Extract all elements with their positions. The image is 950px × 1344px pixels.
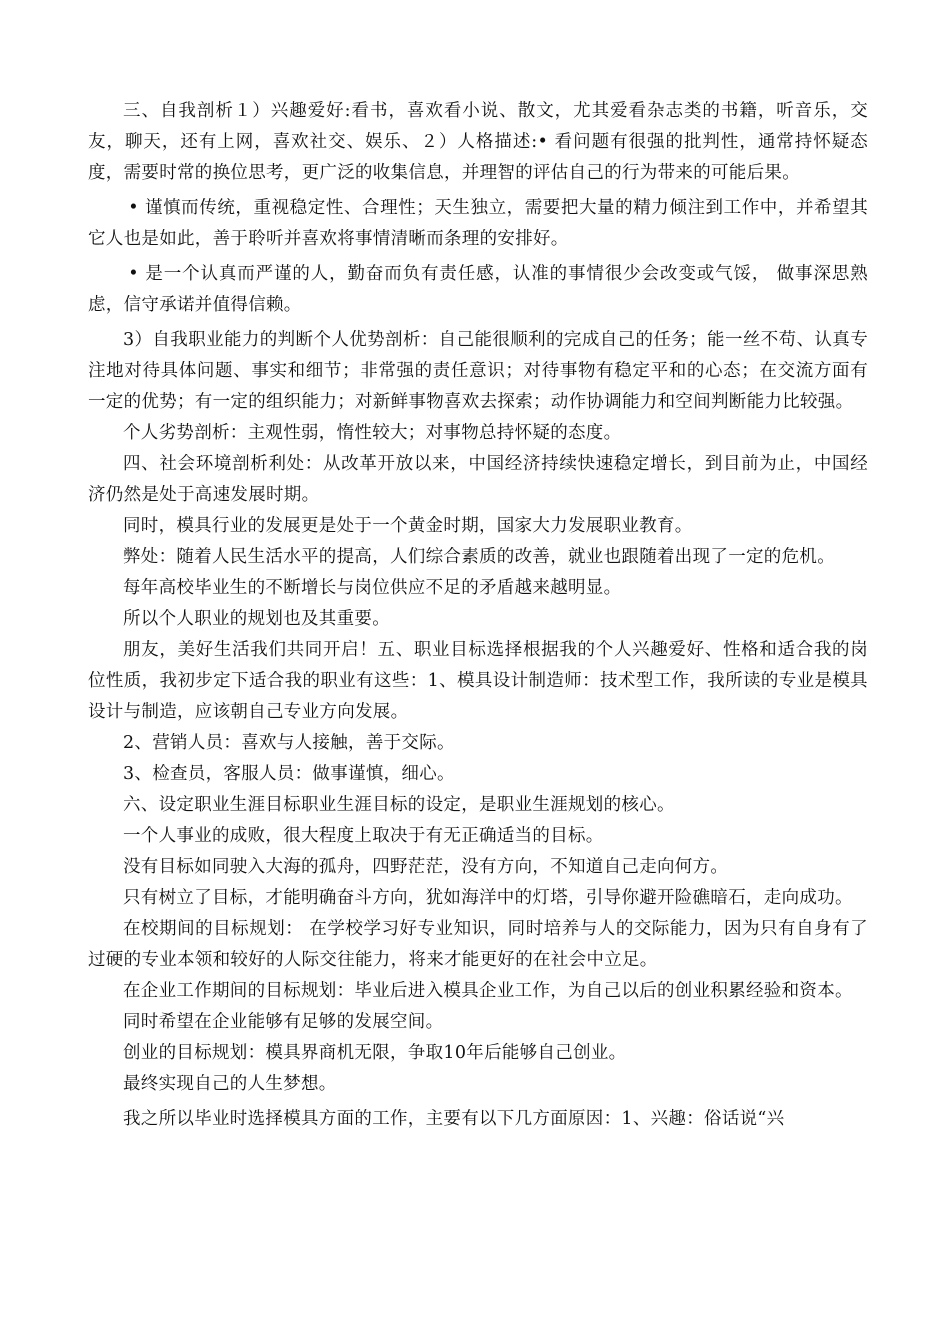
paragraph-weaknesses: 个人劣势剖析：主观性弱，惰性较大；对事物总持怀疑的态度。 [123,423,622,443]
paragraph-social-environment: 四、社会环境剖析利处：从改革开放以来，中国经济持续快速稳定增长，到目前为止，中国经济仍然是处于高速发展时期。 [88,454,868,505]
paragraph-work-plan: 在企业工作期间的目标规划：毕业后进入模具企业工作，为自己以后的创业积累经验和资本。 [123,981,853,1001]
paragraph-graduates: 每年高校毕业生的不断增长与岗位供应不足的矛盾越来越明显。 [123,578,622,598]
paragraph-success: 一个人事业的成败，很大程度上取决于有无正确适当的目标。 [123,826,604,846]
paragraph-bullet-cautious: • 谨慎而传统，重视稳定性、合理性；天生独立，需要把大量的精力倾注到工作中，并希望其它人也是如此，善于聆听并喜欢将事情清晰而条理的安排好。 [88,198,868,249]
paragraph-bullet-serious: • 是一个认真而严谨的人，勤奋而负有责任感，认准的事情很少会改变或气馁， 做事深思熟虑，信守承诺并值得信赖。 [88,264,868,315]
paragraph-lighthouse: 只有树立了目标，才能明确奋斗方向，犹如海洋中的灯塔，引导你避开险礁暗石，走向成功。 [123,888,853,908]
paragraph-disadvantages: 弊处：随着人民生活水平的提高，人们综合素质的改善，就业也跟随着出现了一定的危机。 [123,547,835,567]
paragraph-school-plan: 在校期间的目标规划： 在学校学习好专业知识，同时培养与人的交际能力，因为只有自身有了过硬的专业本领和较好的人际交往能力，将来才能更好的在社会中立足。 [88,919,868,970]
paragraph-sales: 2、营销人员：喜欢与人接触，善于交际。 [123,733,455,753]
document-page [88,96,868,1135]
paragraph-self-analysis: 三、自我剖析１）兴趣爱好:看书，喜欢看小说、散文，尤其爱看杂志类的书籍，听音乐，交友，聊天，还有上网，喜欢社交、娱乐、２）人格描述:• 看问题有很强的批判性，通常持怀疑态度，需要时常的换位思考，更广泛的收集信息，并理智的评估自己的行为带来的可能后果。 [88,101,868,183]
paragraph-development-space: 同时希望在企业能够有足够的发展空间。 [123,1012,444,1032]
paragraph-industry: 同时，模具行业的发展更是处于一个黄金时期，国家大力发展职业教育。 [123,516,693,536]
paragraph-no-goal: 没有目标如同驶入大海的孤舟，四野茫茫，没有方向，不知道自己走向何方。 [123,857,729,877]
paragraph-ability-strengths: 3）自我职业能力的判断个人优势剖析：自己能很顺利的完成自己的任务；能一丝不苟、认真专注地对待具体问题、事实和细节；非常强的责任意识；对待事物有稳定平和的心态；在交流方面有一定的优势；有一定的组织能力；对新鲜事物喜欢去探索；动作协调能力和空间判断能力比较强。 [88,330,868,412]
paragraph-dream: 最终实现自己的人生梦想。 [123,1074,337,1094]
paragraph-goal-setting: 六、设定职业生涯目标职业生涯目标的设定，是职业生涯规划的核心。 [123,795,675,815]
paragraph-inspector: 3、检查员，客服人员：做事谨慎，细心。 [123,764,455,784]
paragraph-startup-plan: 创业的目标规划：模具界商机无限，争取10年后能够自己创业。 [123,1043,627,1063]
paragraph-career-choice: 朋友，美好生活我们共同开启！五、职业目标选择根据我的个人兴趣爱好、性格和适合我的岗位性质，我初步定下适合我的职业有这些：1、模具设计制造师：技术型工作，我所读的专业是模具设计与制造，应该朝自己专业方向发展。 [88,640,868,722]
paragraph-reasons: 我之所以毕业时选择模具方面的工作，主要有以下几方面原因：1、兴趣：俗话说“兴 [123,1109,785,1129]
paragraph-importance: 所以个人职业的规划也及其重要。 [123,609,390,629]
